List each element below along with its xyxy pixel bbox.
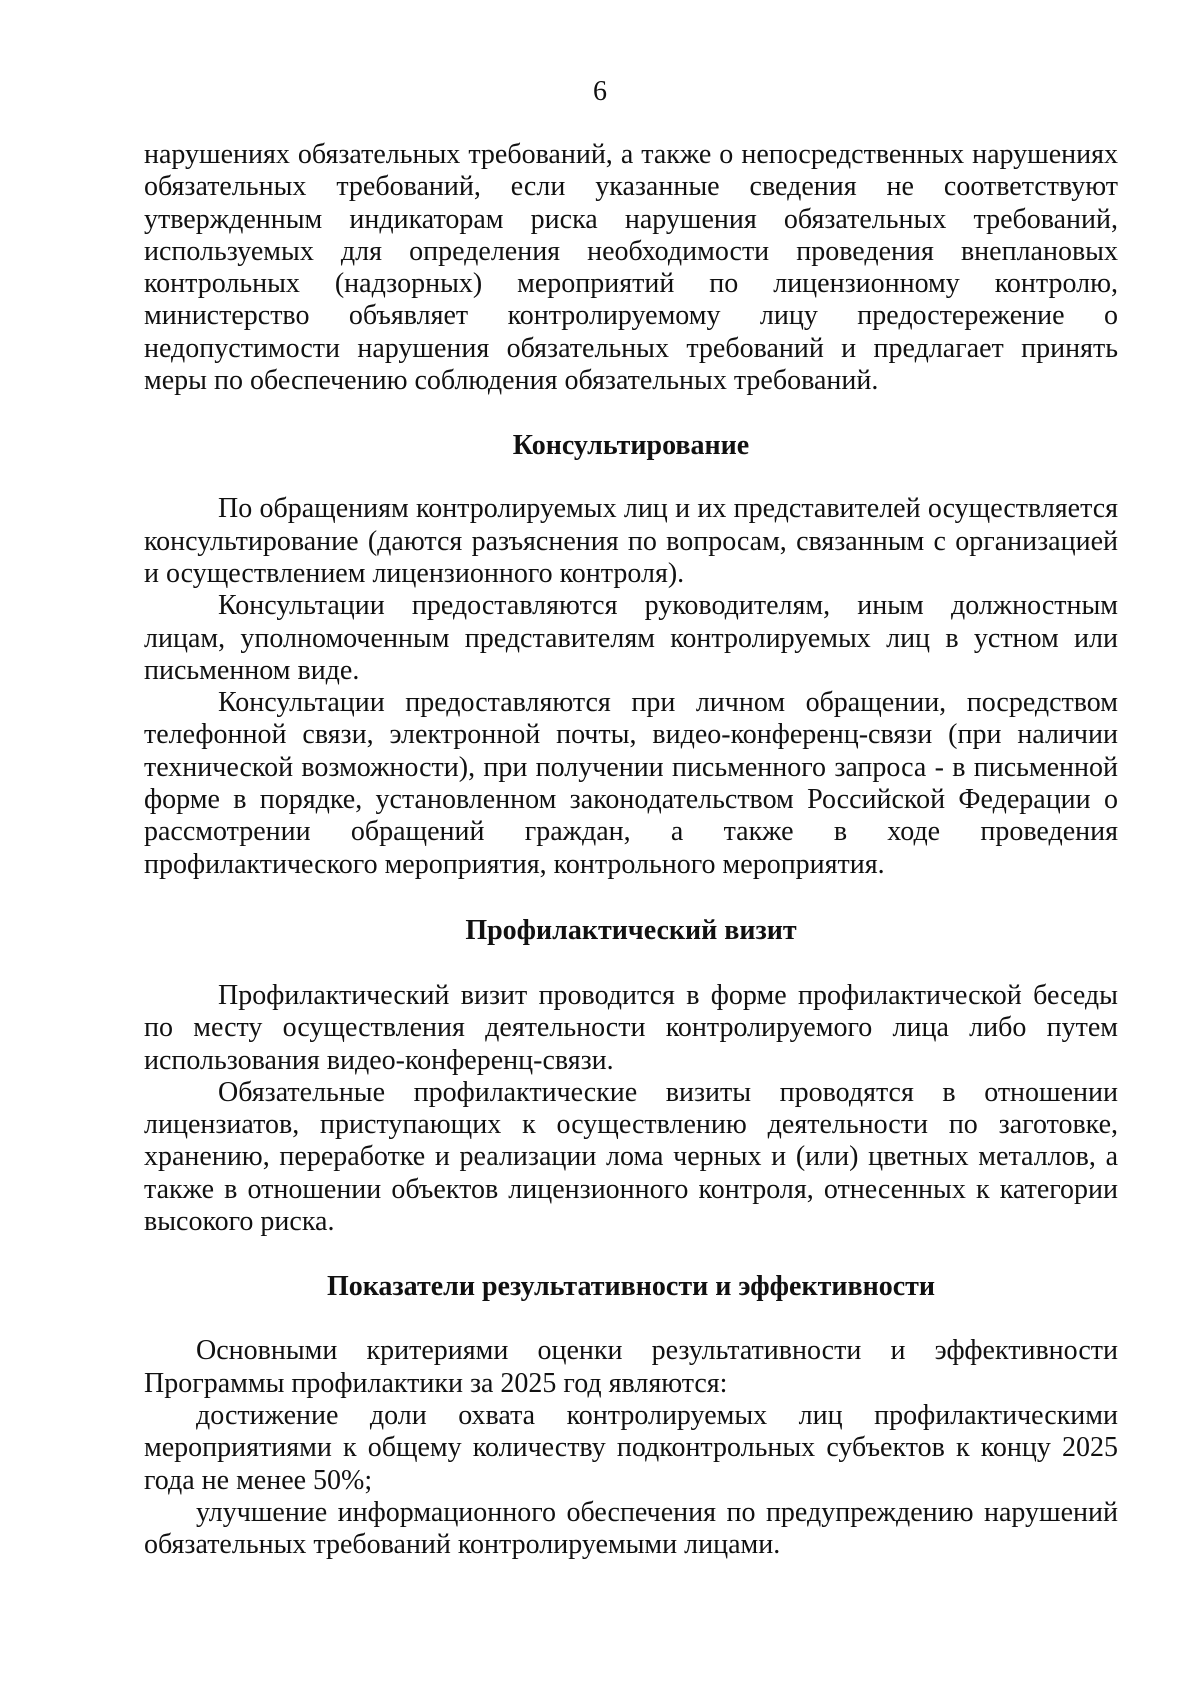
consulting-paragraph-1: По обращениям контролируемых лиц и их представителей осуществляется консультирование (даются разъяснения по вопросам, связанным с организацией и осуществлением лицензионного контроля).: [144, 493, 1118, 589]
consulting-paragraph-3: Консультации предоставляются при личном обращении, посредством телефонной связи, электронной почты, видео-конференц-связи (при наличии технической возможности), при получении письменного запроса - в письменной форме в порядке, установленном законодательством Российской Федерации о рассмотрении обращений граждан, а также в ходе проведения профилактического мероприятия, контрольного мероприятия.: [144, 687, 1118, 880]
indicators-paragraph-1: Основными критериями оценки результативности и эффективности Программы профилактики за 2025 год являются:: [144, 1335, 1118, 1399]
indicators-paragraph-2: достижение доли охвата контролируемых лиц профилактическими мероприятиями к общему количеству подконтрольных субъектов к концу 2025 года не менее 50%;: [144, 1399, 1118, 1496]
document-body: [144, 139, 1118, 1561]
consulting-paragraph-2: Консультации предоставляются руководителям, иным должностным лицам, уполномоченным представителям контролируемых лиц в устном или письменном виде.: [144, 590, 1118, 686]
page-number: 6: [593, 76, 607, 107]
visit-paragraph-1: Профилактический визит проводится в форме профилактической беседы по месту осуществления деятельности контролируемого лица либо путем использования видео-конференц-связи.: [144, 979, 1118, 1076]
section-heading-consulting: Консультирование: [512, 430, 750, 462]
indicators-paragraph-3: улучшение информационного обеспечения по предупреждению нарушений обязательных требований контролируемыми лицами.: [144, 1496, 1118, 1561]
visit-paragraph-2: Обязательные профилактические визиты проводятся в отношении лицензиатов, приступающих к осуществлению деятельности по заготовке, хранению, переработке и реализации лома черных и (или) цветных металлов, а также в отношении объектов лицензионного контроля, отнесенных к категории высокого риска.: [144, 1076, 1118, 1238]
intro-paragraph: нарушениях обязательных требований, а также о непосредственных нарушениях обязательных требований, если указанные сведения не соответствуют утвержденным индикаторам риска нарушения обязательных требований, используемых для определения необходимости проведения внеплановых контрольных (надзорных) мероприятий по лицензионному контролю, министерство объявляет контролируемому лицу предостережение о недопустимости нарушения обязательных требований и предлагает принять меры по обеспечению соблюдения обязательных требований.: [144, 139, 1118, 397]
section-heading-visit: Профилактический визит: [465, 914, 797, 946]
section-heading-indicators: Показатели результативности и эффективности: [326, 1271, 936, 1303]
